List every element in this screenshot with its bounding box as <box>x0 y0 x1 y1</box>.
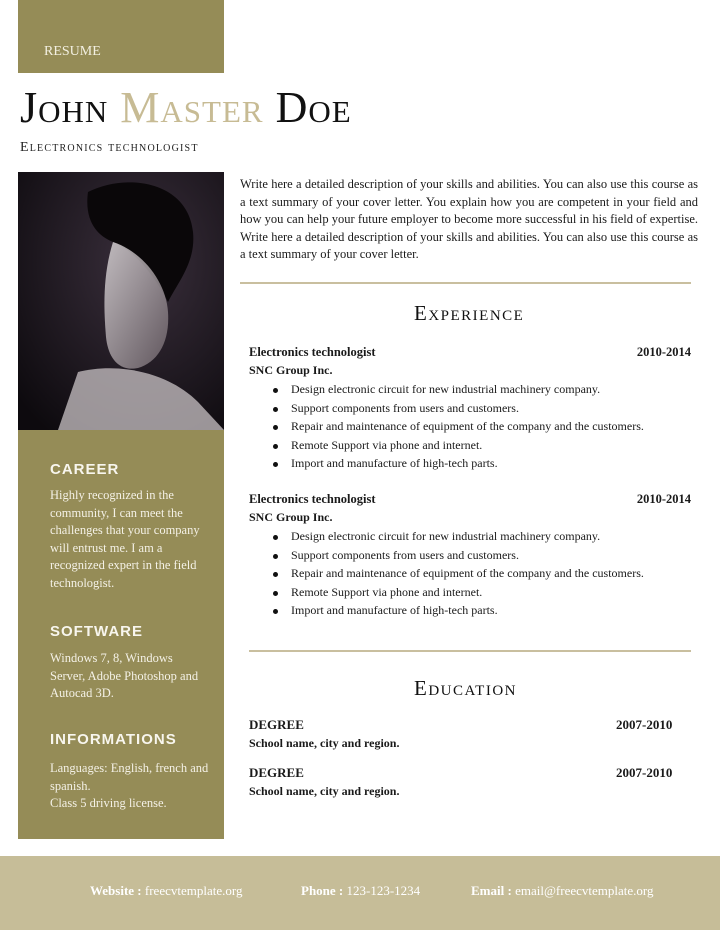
experience-heading: Experience <box>414 301 525 325</box>
resume-tab-label: RESUME <box>44 44 101 59</box>
job-1-duties <box>273 380 644 473</box>
footer-email-link[interactable]: email@freecvtemplate.org <box>515 883 654 898</box>
education-2-years: 2007-2010 <box>616 765 673 780</box>
contact-footer <box>0 856 720 930</box>
name-middle: Master <box>120 83 264 132</box>
divider <box>240 282 691 284</box>
footer-email-label: Email : <box>471 883 512 898</box>
candidate-name <box>20 82 352 133</box>
list-item: Import and manufacture of high-tech parts. <box>273 601 644 620</box>
footer-phone-value: 123-123-1234 <box>346 883 421 898</box>
footer-phone <box>301 883 420 899</box>
footer-website-label: Website : <box>90 883 142 898</box>
education-2-degree: DEGREE <box>249 765 304 780</box>
job-2-duties <box>273 527 644 620</box>
list-item: Remote Support via phone and internet. <box>273 436 644 455</box>
sidebar <box>18 430 224 839</box>
informations-text <box>50 760 210 813</box>
profile-summary: Write here a detailed description of your skills and abilities. You can also use this course as a text summary of your cover letter. You explain how you are competent in your field and how you can help your future employer to become more successful in his field of expertise. Write here a detailed description of your skills and abilities. You can also use this course as a text summary of your cover letter. <box>240 177 698 262</box>
list-item: Design electronic circuit for new industrial machinery company. <box>273 380 644 399</box>
education-heading: Education <box>414 676 517 700</box>
informations-license: Class 5 driving license. <box>50 796 167 810</box>
job-2-title: Electronics technologist <box>249 492 376 506</box>
job-1-years: 2010-2014 <box>636 345 691 359</box>
list-item: Repair and maintenance of equipment of the company and the customers. <box>273 417 644 436</box>
job-1-title: Electronics technologist <box>249 345 376 359</box>
list-item: Remote Support via phone and internet. <box>273 583 644 602</box>
software-text: Windows 7, 8, Windows Server, Adobe Photoshop and Autocad 3D. <box>50 651 199 700</box>
name-first: John <box>20 83 109 132</box>
profile-photo <box>18 172 224 430</box>
footer-website <box>90 883 242 899</box>
education-2-school: School name, city and region. <box>249 784 400 798</box>
list-item: Design electronic circuit for new industrial machinery company. <box>273 527 644 546</box>
list-item: Import and manufacture of high-tech parts. <box>273 454 644 473</box>
list-item: Support components from users and customers. <box>273 399 644 418</box>
job-2-years: 2010-2014 <box>636 492 691 506</box>
resume-tab <box>18 0 224 73</box>
list-item: Support components from users and customers. <box>273 546 644 565</box>
job-1-company: SNC Group Inc. <box>249 363 333 377</box>
job-subtitle: Electronics technologist <box>20 140 199 155</box>
job-2-company: SNC Group Inc. <box>249 510 333 524</box>
education-1-degree: DEGREE <box>249 717 304 732</box>
education-1-years: 2007-2010 <box>616 717 673 732</box>
name-last: Doe <box>275 83 352 132</box>
list-item: Repair and maintenance of equipment of the company and the customers. <box>273 564 644 583</box>
divider <box>249 650 691 652</box>
software-heading: SOFTWARE <box>50 623 143 640</box>
footer-phone-label: Phone : <box>301 883 344 898</box>
footer-website-link[interactable]: freecvtemplate.org <box>144 883 243 898</box>
informations-heading: INFORMATIONS <box>50 731 177 748</box>
career-text: Highly recognized in the community, I can meet the challenges that your company will entrust me. I am a recognized expert in the field technologist. <box>50 488 200 590</box>
informations-languages: Languages: English, french and spanish. <box>50 761 209 793</box>
career-heading: CAREER <box>50 461 120 478</box>
footer-email <box>471 883 653 899</box>
education-1-school: School name, city and region. <box>249 736 400 750</box>
